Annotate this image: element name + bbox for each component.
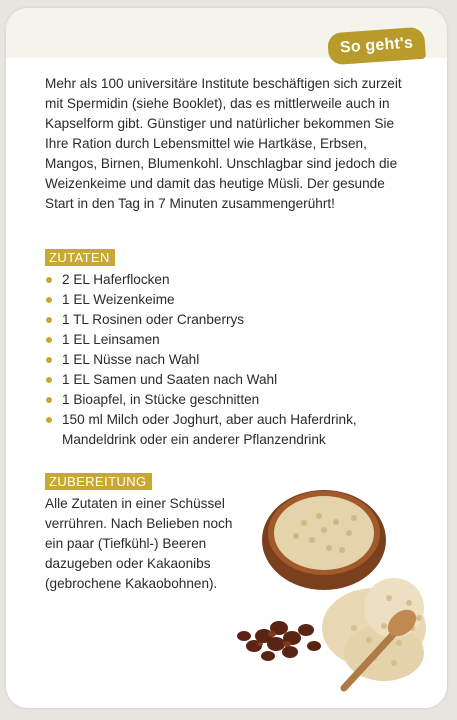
preparation-text: Alle Zutaten in einer Schüssel verrühren. Nach Belieben noch ein paar (Tiefkühl-) Beeren dazugeben oder Kakaonibs (gebrochene Kakaobohnen). [45,496,233,591]
ingredient-item: 1 Bioapfel, in Stücke geschnitten [45,390,415,410]
ingredient-item: 150 ml Milch oder Joghurt, aber auch Haferdrink, Mandeldrink oder ein anderer Pflanzendrink [45,410,415,450]
ingredient-item: 1 TL Rosinen oder Cranberrys [45,310,415,330]
ingredient-item: 2 EL Haferflocken [45,270,415,290]
ingredient-item: 1 EL Nüsse nach Wahl [45,350,415,370]
ingredient-item: 1 EL Weizenkeime [45,290,415,310]
section-badge: So geht's [327,27,426,66]
ingredients-heading: ZUTATEN [45,249,115,266]
recipe-card [6,8,447,708]
preparation-heading: ZUBEREITUNG [45,473,152,490]
ingredients-list [45,270,415,450]
intro-text: Mehr als 100 universitäre Institute beschäftigen sich zurzeit mit Spermidin (siehe Booklet), das es mittlerweile auch in Kapselform gibt. Günstiger und natürlicher bekommen Sie Ihre Ration durch Lebensmittel wie Hartkäse, Erbsen, Mangos, Birnen, Blumenkohl. Unschlagbar sind jedoch die Weizenkeime und damit das heutige Müsli. Der gesunde Start in den Tag in 7 Minuten zusammengerührt! [45,76,402,211]
ingredient-item: 1 EL Leinsamen [45,330,415,350]
ingredient-item: 1 EL Samen und Saaten nach Wahl [45,370,415,390]
oats-bowl-image [224,478,436,693]
